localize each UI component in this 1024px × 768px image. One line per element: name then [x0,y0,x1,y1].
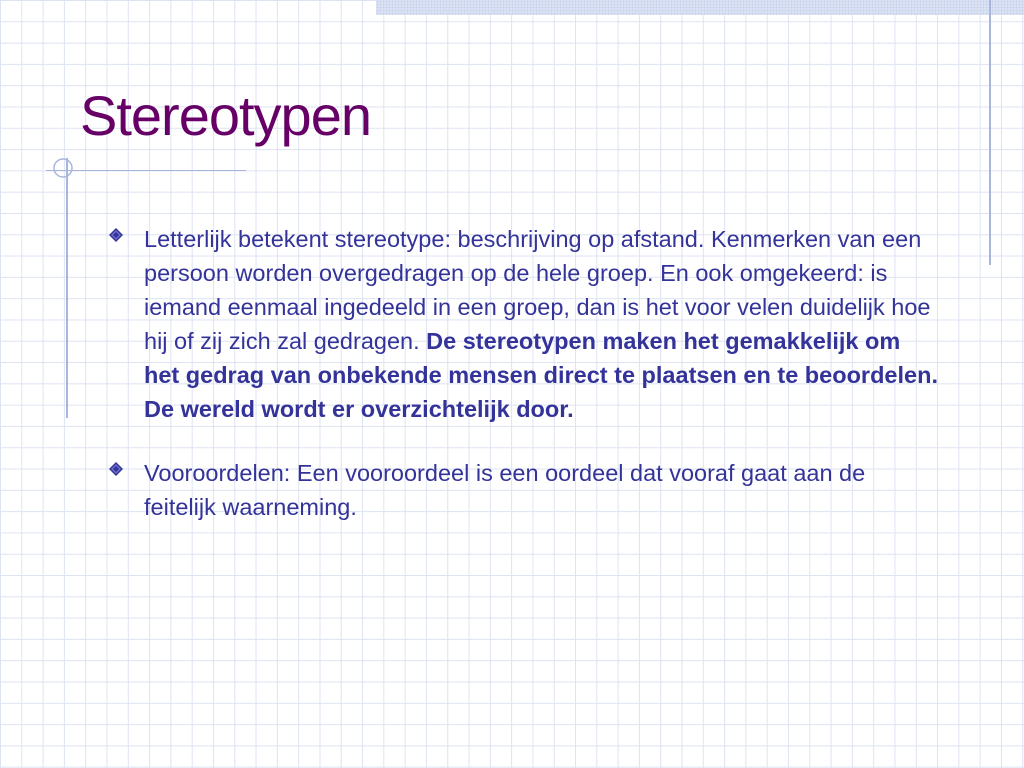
bullet-text-stereotype: Letterlijk betekent stereotype: beschrijving op afstand. Kenmerken van een persoon worden overgedragen op de hele groep. En ook omgekeerd: is iemand eenmaal ingedeeld in een groep, dan is het voor velen duidelijk hoe hij of zij zich zal gedragen. [144,226,931,354]
left-vertical-accent-line [66,158,68,418]
crosshair-icon [52,157,74,179]
diamond-bullet-icon [108,461,124,477]
top-decorative-band [376,0,1024,15]
bullet-item-vooroordelen [108,456,938,524]
title-underline-rule [46,170,246,171]
right-vertical-accent-line [989,0,991,265]
diamond-bullet-icon [108,227,124,243]
bullet-text-vooroordelen: Vooroordelen: Een vooroordeel is een oordeel dat vooraf gaat aan de feitelijk waarneming. [144,460,866,520]
slide-title: Stereotypen [80,84,371,147]
bullet-list [108,222,938,554]
bullet-item-stereotype [108,222,938,426]
bullet-bold-text-stereotype: De stereotypen maken het gemakkelijk om het gedrag van onbekende mensen direct te plaatsen en te beoordelen. De wereld wordt er overzichtelijk door. [144,328,938,422]
